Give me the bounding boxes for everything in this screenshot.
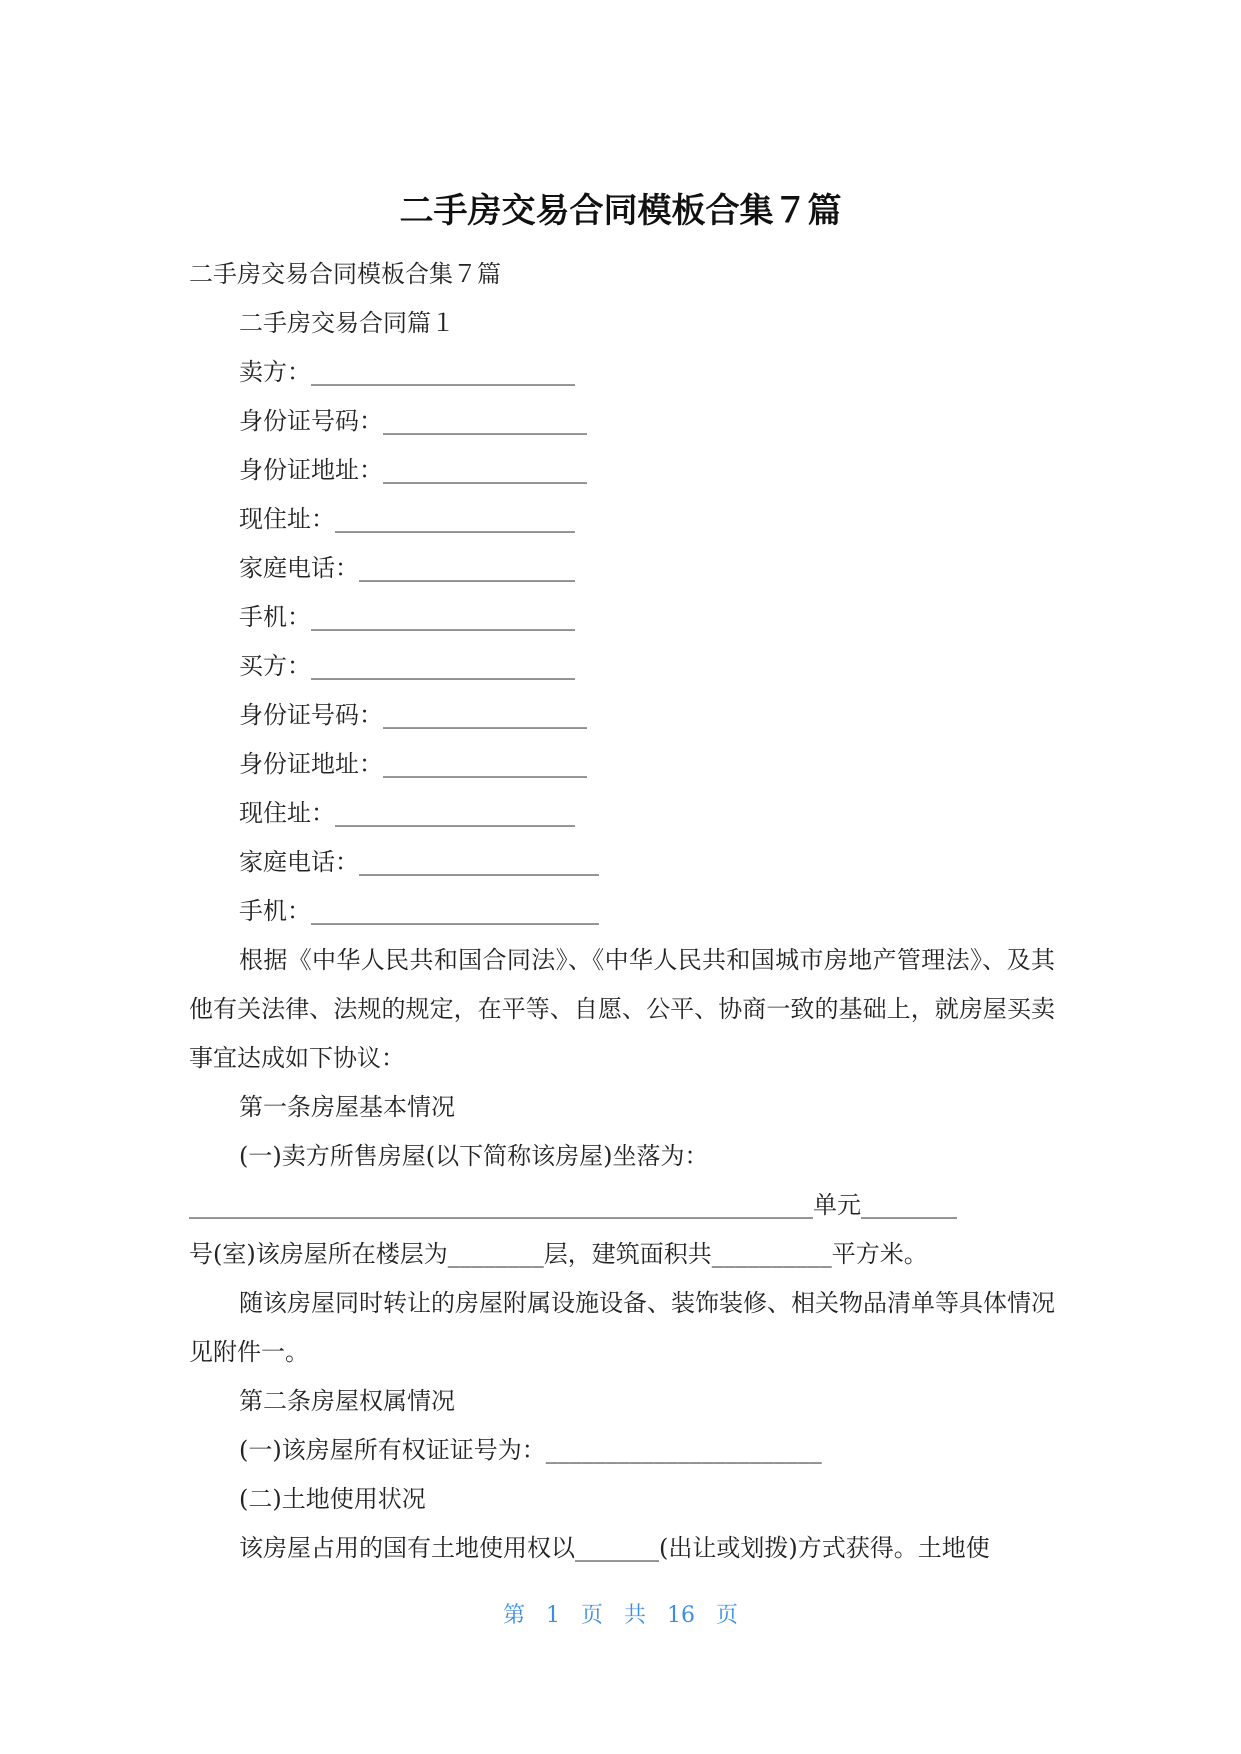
buyer-field: 买方：______________________ [239,652,575,680]
article1-title: 第一条房屋基本情况 [239,1093,455,1121]
article2-land-line: 该房屋占用的国有土地使用权以_______(出让或划拨)方式获得。土地使 [239,1534,990,1562]
buyer-id-number-field: 身份证号码：_________________ [239,701,587,729]
article1-address-line: ____________________________________________________单元________ [189,1191,957,1219]
article2-item1: (一)该房屋所有权证证号为：_______________________ [239,1436,822,1464]
seller-mobile-field: 手机：______________________ [239,603,575,631]
buyer-mobile-field: 手机：________________________ [239,897,599,925]
buyer-id-address-field: 身份证地址：_________________ [239,750,587,778]
document-title: 二手房交易合同模板合集７篇 [399,191,842,231]
article1-item1: (一)卖方所售房屋(以下简称该房屋)坐落为： [239,1142,709,1170]
article2-item2: (二)土地使用状况 [239,1485,426,1513]
preamble-paragraph: 根据《中华人民共和国合同法》、《中华人民共和国城市房地产管理法》、及其他有关法律、法规的规定，在平等、自愿、公平、协商一致的基础上，就房屋买卖事宜达成如下协议： [189,946,1055,1072]
buyer-current-address-field: 现住址：____________________ [239,799,575,827]
buyer-home-phone-field: 家庭电话：____________________ [239,848,599,876]
section-heading: 二手房交易合同篇１ [239,309,455,337]
article2-title: 第二条房屋权属情况 [239,1387,455,1415]
seller-field: 卖方：______________________ [239,358,575,386]
seller-id-address-field: 身份证地址：_________________ [239,456,587,484]
page-footer: 第 1 页 共 16 页 [503,1603,738,1628]
document-subtitle: 二手房交易合同模板合集７篇 [189,260,501,288]
seller-home-phone-field: 家庭电话：__________________ [239,554,575,582]
document-body [189,250,1055,1573]
seller-current-address-field: 现住址：____________________ [239,505,575,533]
article1-attachment-paragraph: 随该房屋同时转让的房屋附属设施设备、装饰装修、相关物品清单等具体情况见附件一。 [189,1289,1055,1366]
article1-floor-line: 号(室)该房屋所在楼层为________层，建筑面积共__________平方米。 [189,1240,928,1268]
seller-id-number-field: 身份证号码：_________________ [239,407,587,435]
